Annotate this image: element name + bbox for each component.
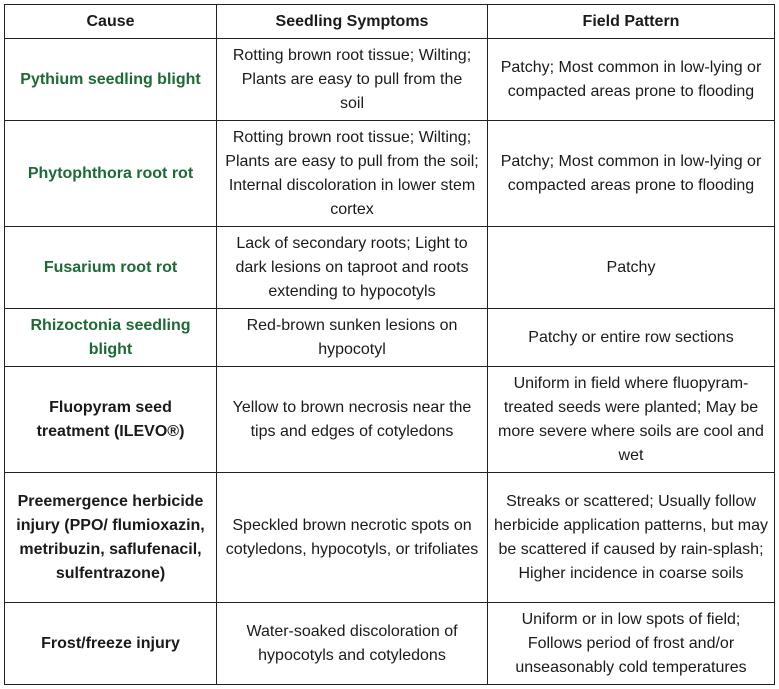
symptoms-cell: Red-brown sunken lesions on hypocotyl: [217, 309, 488, 367]
table-row: [5, 367, 775, 473]
symptoms-cell: Yellow to brown necrosis near the tips and edges of cotyledons: [217, 367, 488, 473]
cause-cell: Rhizoctonia seedling blight: [5, 309, 217, 367]
table-header-row: [5, 5, 775, 39]
column-header-cause: Cause: [5, 5, 217, 39]
cause-cell: Fusarium root rot: [5, 227, 217, 309]
pattern-cell: Patchy: [488, 227, 775, 309]
cause-cell: Fluopyram seed treatment (ILEVO®): [5, 367, 217, 473]
pattern-cell: Patchy or entire row sections: [488, 309, 775, 367]
pattern-cell: Uniform in field where fluopyram-treated seeds were planted; May be more severe where soils are cool and wet: [488, 367, 775, 473]
pattern-cell: Uniform or in low spots of field; Follows period of frost and/or unseasonably cold temperatures: [488, 603, 775, 685]
table-row: [5, 121, 775, 227]
cause-cell: Pythium seedling blight: [5, 39, 217, 121]
symptoms-cell: Water-soaked discoloration of hypocotyls and cotyledons: [217, 603, 488, 685]
pattern-cell: Patchy; Most common in low-lying or compacted areas prone to flooding: [488, 39, 775, 121]
pattern-cell: Patchy; Most common in low-lying or compacted areas prone to flooding: [488, 121, 775, 227]
table-row: [5, 309, 775, 367]
cause-cell: Preemergence herbicide injury (PPO/ flumioxazin, metribuzin, saflufenacil, sulfentrazone): [5, 473, 217, 603]
table-row: [5, 603, 775, 685]
diagnosis-table: [4, 4, 775, 685]
symptoms-cell: Lack of secondary roots; Light to dark lesions on taproot and roots extending to hypocotyls: [217, 227, 488, 309]
table-row: [5, 473, 775, 603]
symptoms-cell: Rotting brown root tissue; Wilting; Plants are easy to pull from the soil: [217, 39, 488, 121]
table-row: [5, 39, 775, 121]
cause-cell: Frost/freeze injury: [5, 603, 217, 685]
cause-cell: Phytophthora root rot: [5, 121, 217, 227]
pattern-cell: Streaks or scattered; Usually follow herbicide application patterns, but may be scattered if caused by rain-splash; Higher incidence in coarse soils: [488, 473, 775, 603]
column-header-symptoms: Seedling Symptoms: [217, 5, 488, 39]
symptoms-cell: Rotting brown root tissue; Wilting; Plants are easy to pull from the soil; Internal discoloration in lower stem cortex: [217, 121, 488, 227]
symptoms-cell: Speckled brown necrotic spots on cotyledons, hypocotyls, or trifoliates: [217, 473, 488, 603]
column-header-pattern: Field Pattern: [488, 5, 775, 39]
table-row: [5, 227, 775, 309]
